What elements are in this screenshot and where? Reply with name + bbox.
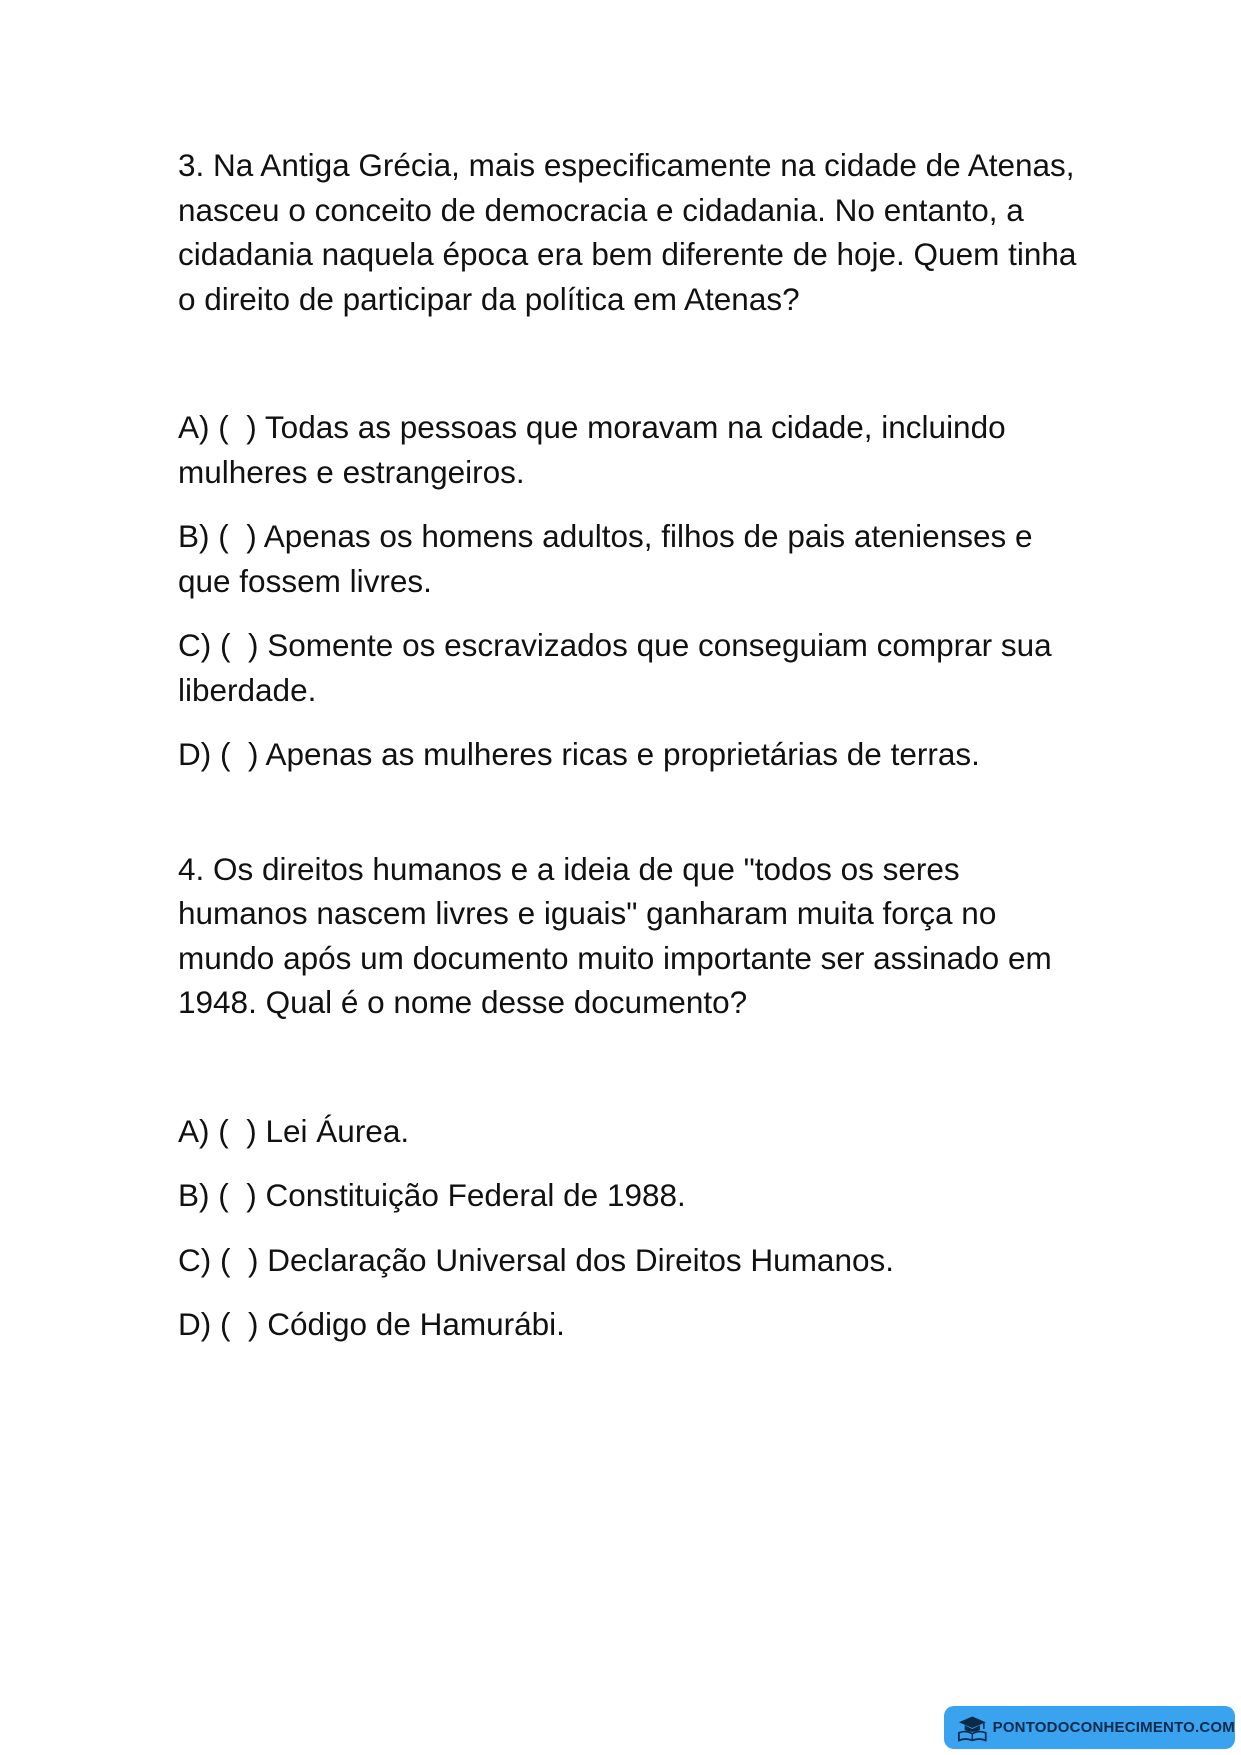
question-3-option-c	[178, 623, 1078, 712]
option-text: Apenas os homens adultos, filhos de pais atenienses e que fossem livres.	[178, 518, 1033, 599]
question-3-option-b	[178, 514, 1078, 603]
option-text: Declaração Universal dos Direitos Humanos.	[267, 1241, 894, 1278]
option-text: Somente os escravizados que conseguiam comprar sua liberdade.	[178, 627, 1052, 708]
question-4	[178, 847, 1078, 1347]
question-4-text: 4. Os direitos humanos e a ideia de que "todos os seres humanos nascem livres e iguais" ganharam muita força no mundo após um documento muito importante ser assinado em 1948. Qual é o nome desse documento?	[178, 850, 1052, 1020]
question-3	[178, 143, 1078, 777]
question-4-option-c	[178, 1238, 1078, 1283]
question-4-option-b	[178, 1173, 1078, 1218]
option-text: Código de Hamurábi.	[267, 1306, 565, 1342]
question-4-options	[178, 1109, 1078, 1347]
option-prefix: C) ( )	[178, 627, 268, 663]
option-text: Lei Áurea.	[265, 1112, 410, 1149]
option-prefix: B) ( )	[178, 518, 264, 554]
option-prefix: D) ( )	[178, 736, 266, 772]
option-text: Apenas as mulheres ricas e proprietárias de terras.	[265, 736, 980, 772]
option-prefix: D) ( )	[178, 1306, 268, 1342]
question-3-options	[178, 405, 1078, 777]
document-page	[178, 143, 1078, 1367]
option-text: Constituição Federal de 1988.	[265, 1177, 686, 1213]
question-4-option-a	[178, 1109, 1078, 1154]
graduation-book-icon	[956, 1713, 989, 1743]
option-prefix: C) ( )	[178, 1241, 268, 1278]
watermark-badge	[944, 1706, 1235, 1749]
question-4-option-d	[178, 1302, 1078, 1347]
option-prefix: B) ( )	[178, 1177, 266, 1213]
question-3-option-d	[178, 732, 1078, 777]
option-prefix: A) ( )	[178, 1112, 266, 1149]
watermark-text: PONTODOCONHECIMENTO.COM	[992, 1719, 1235, 1736]
option-prefix: A) ( )	[178, 409, 265, 445]
option-text: Todas as pessoas que moravam na cidade, incluindo mulheres e estrangeiros.	[178, 409, 1006, 490]
question-3-text: 3. Na Antiga Grécia, mais especificamente na cidade de Atenas, nasceu o conceito de democracia e cidadania. No entanto, a cidadania naquela época era bem diferente de hoje. Quem tinha o direito de participar da política em Atenas?	[178, 147, 1077, 317]
question-3-option-a	[178, 405, 1078, 494]
